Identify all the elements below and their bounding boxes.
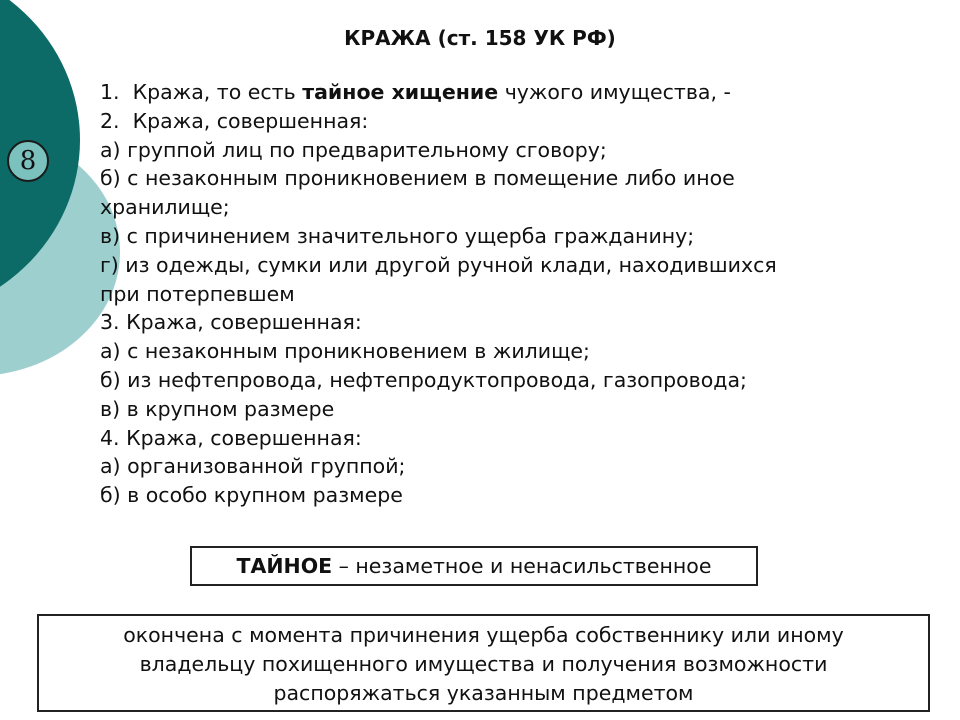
definition-term: ТАЙНОЕ [236,554,333,578]
clause-1-prefix: 1. Кража, то есть [100,80,303,104]
clause-4-item-a: а) организованной группой; [100,454,406,479]
definition-text: – незаметное и ненасильственное [332,554,712,578]
clause-2-item-c: в) с причинением значительного ущерба гражданину; [100,223,695,248]
clause-2-item-a: а) группой лиц по предварительному сговору; [100,137,607,162]
clause-4-item-b: б) в особо крупном размере [100,483,403,508]
clause-3-heading: 3. Кража, совершенная: [100,310,362,335]
definition-box [190,546,758,586]
clause-3-item-a: а) с незаконным проникновением в жилище; [100,339,590,364]
clause-2-item-b-cont: хранилище; [100,195,230,220]
completion-line-2: владельцу похищенного имущества и получения возможности [139,652,828,676]
clause-2-item-b: б) с незаконным проникновением в помещение либо иное [100,166,735,191]
completion-line-3: распоряжаться указанным предметом [273,681,694,705]
clause-3-item-c: в) в крупном размере [100,396,335,421]
clause-2-item-d-cont: при потерпевшем [100,281,295,306]
clause-1 [100,78,880,107]
completion-box [37,614,930,712]
clause-4-heading: 4. Кража, совершенная: [100,425,362,450]
slide-title: КРАЖА (ст. 158 УК РФ) [344,26,616,50]
clause-2-item-d: г) из одежды, сумки или другой ручной клади, находившихся [100,252,777,277]
slide-number-badge: 8 [7,140,49,182]
clause-2-heading: 2. Кража, совершенная: [100,108,369,133]
clause-1-suffix: чужого имущества, - [498,80,731,104]
clause-1-emphasis: тайное хищение [302,80,499,104]
clause-3-item-b: б) из нефтепровода, нефтепродуктопровода, газопровода; [100,367,747,392]
completion-line-1: окончена с момента причинения ущерба собственнику или иному [123,623,844,647]
article-text [100,78,880,510]
